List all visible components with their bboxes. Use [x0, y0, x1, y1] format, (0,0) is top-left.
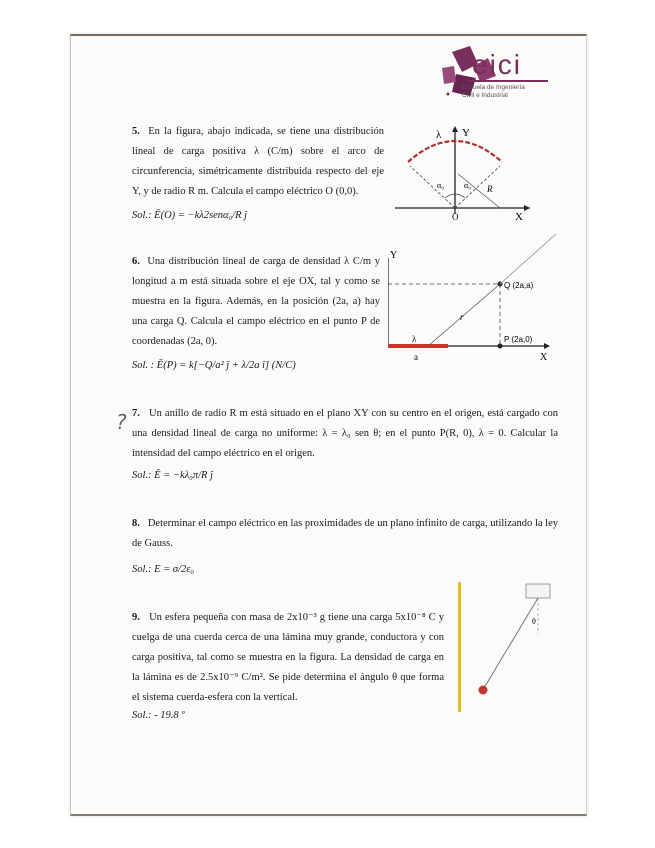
svg-text:X: X — [540, 352, 548, 363]
svg-text:r: r — [460, 312, 464, 322]
problem-7: 7. Un anillo de radio R m está situado en el plano XY con su centro en el origen, está cargado con una densidad lineal de carga no uniforme: λ = λ₀ sen θ; en el punto P(R, 0), λ = 0. Calcular la intensidad del campo eléctrico en el origen. — [132, 408, 558, 459]
logo-divider — [468, 80, 548, 82]
svg-text:X: X — [515, 211, 523, 222]
logo-subtitle: Escuela de Ingeniería Civil e Industrial — [462, 84, 525, 99]
problem-5-solution: Sol.: Ē(O) = −kλ2senα₀/R ĵ — [132, 210, 248, 221]
problem-6: 6. Una distribución lineal de carga de densidad λ C/m y longitud a m está situada sobre el eje OX, tal y como se muestra en la figura. Además, en la posición (2a, a) hay una carga Q. Calcula el campo eléctrico en el punto P de coordenadas (2a, 0). — [132, 256, 381, 347]
fig9-theta-label: θ — [532, 617, 536, 626]
svg-text:λ: λ — [412, 334, 417, 344]
figure-5-arc-diagram — [390, 122, 540, 222]
figure-6-line-charge-diagram — [388, 218, 578, 368]
problem-7-solution: Sol.: Ē = −kλ₀π/R ĵ — [132, 470, 213, 481]
svg-text:α₀: α₀ — [464, 181, 471, 190]
problem-5: 5. En la figura, abajo indicada, se tiene una distribución lineal de carga positiva λ (C/m) sobre el arco de circunferencia, simétricamente distribuida respecto del eje Y, y de radio R m. Calcula el campo eléctrico O (0,0). — [132, 126, 384, 197]
svg-text:Y: Y — [390, 250, 398, 261]
svg-text:a: a — [414, 352, 418, 362]
svg-text:R: R — [487, 184, 493, 194]
margin-question-mark: ? — [116, 410, 127, 434]
svg-text:Y: Y — [462, 127, 470, 139]
fig5-lambda-label: λ — [436, 129, 442, 141]
problem-9: 9. Un esfera pequeña con masa de 2x10⁻³ g tiene una carga 5x10⁻⁸ C y cuelga de una cuerda cerca de una lámina muy grande, conductora y con carga positiva, tal como se muestra en la figura. La densidad de carga en la lámina es de 2.5x10⁻⁹ C/m². Se pide determina el ángulo θ que forma el sistema cuerda-esfera con la vertical. — [132, 612, 445, 703]
svg-text:P (2a,0): P (2a,0) — [504, 335, 533, 344]
problem-8-solution: Sol.: E = σ/2ε₀ — [132, 564, 195, 575]
logo-wordmark: eici — [472, 49, 523, 80]
svg-text:Q (2a,a): Q (2a,a) — [504, 281, 534, 290]
svg-text:α₀: α₀ — [437, 181, 444, 190]
problem-9-solution: Sol.: - 19.8 º — [132, 710, 185, 721]
problem-6-solution: Sol. : Ē(P) = k[−Q/a² ĵ + λ/2a î] (N/C) — [132, 360, 296, 371]
figure-9-pendulum-diagram — [454, 578, 554, 718]
svg-text:O: O — [452, 212, 459, 222]
problem-8: 8. Determinar el campo eléctrico en las proximidades de un plano infinito de carga, utilizando la ley de Gauss. — [132, 518, 559, 549]
